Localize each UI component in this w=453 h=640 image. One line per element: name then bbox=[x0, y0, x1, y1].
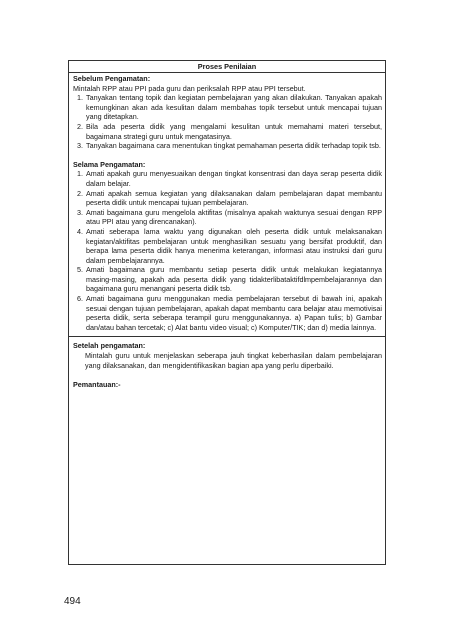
before-observation-intro: Mintalah RPP atau PPI pada guru dan periksalah RPP atau PPI tersebut. bbox=[73, 83, 306, 93]
monitoring-heading: Pemantauan:- bbox=[73, 380, 121, 390]
after-observation-heading: Setelah pengamatan: bbox=[73, 341, 146, 351]
table-title: Proses Penilaian bbox=[69, 61, 385, 73]
list-item: 2. Bila ada peserta didik yang mengalami kesulitan untuk memahami materi tersebut, bagaimana strategi guru untuk mengatasinya. bbox=[85, 122, 382, 141]
list-item: 3. Amati bagaimana guru mengelola aktifitas (misalnya apakah waktunya sesuai dengan RPP atau PPI atau yang direncanakan). bbox=[85, 208, 382, 227]
list-item: 2. Amati apakah semua kegiatan yang dilaksanakan dalam pembelajaran dapat membantu peserta didik untuk mencapai tujuan pembelajaran. bbox=[85, 189, 382, 208]
during-observation-list bbox=[73, 169, 382, 332]
list-item: 3. Tanyakan bagaimana cara menentukan tingkat pemahaman peserta didik terhadap topik tsb. bbox=[85, 141, 382, 151]
during-observation-heading: Selama Pengamatan: bbox=[73, 159, 146, 169]
assessment-process-table bbox=[68, 60, 386, 565]
section-divider bbox=[69, 336, 385, 337]
list-item: 5. Amati bagaimana guru membantu setiap peserta didik untuk melakukan kegiatannya masing-masing, apakah ada peserta didik yang tidakterlibataktifdlmpembelajarannya dan bagaimana guru menangani peserta didik tsb. bbox=[85, 265, 382, 294]
table-content bbox=[69, 73, 385, 390]
before-observation-heading: Sebelum Pengamatan: bbox=[73, 74, 151, 83]
list-item: 4. Amati seberapa lama waktu yang digunakan oleh peserta didik untuk melaksanakan kegiatan/aktifitas pembelajaran untuk menghasilkan sesuatu yang bersifat produktif, dan berapa lama peserta didik hanya menerima keterangan, informasi atau instruksi dari guru dalam pembelajarannya. bbox=[85, 227, 382, 265]
list-item: 1. Tanyakan tentang topik dan kegiatan pembelajaran yang akan dilakukan. Tanyakan apakah kemungkinan akan ada kesulitan dalam membahas topik tersebut untuk mencapai tujuan yang ditetapkan. bbox=[85, 93, 382, 122]
list-item: 6. Amati bagaimana guru menggunakan media pembelajaran tersebut di bawah ini, apakah sesuai dengan tujuan pembelajaran, apakah dapat membantu cara belajar atau memotivisai peserta didik, serta seberapa terampil guru menggunakannya. a) Papan tulis; b) Gambar dan/atau bahan tercetak; c) Alat bantu video visual; c) Komputer/TIK; dan d) media lainnya. bbox=[85, 294, 382, 332]
list-item: 1. Amati apakah guru menyesuaikan dengan tingkat konsentrasi dan daya serap peserta didik dalam belajar. bbox=[85, 169, 382, 188]
after-observation-text: Mintalah guru untuk menjelaskan seberapa jauh tingkat keberhasilan dalam pembelajaran yang dilaksanakan, dan mengidentifikasikan bagian apa yang perlu diperbaiki. bbox=[85, 351, 382, 370]
page-number: 494 bbox=[64, 596, 81, 607]
before-observation-list bbox=[73, 93, 382, 151]
